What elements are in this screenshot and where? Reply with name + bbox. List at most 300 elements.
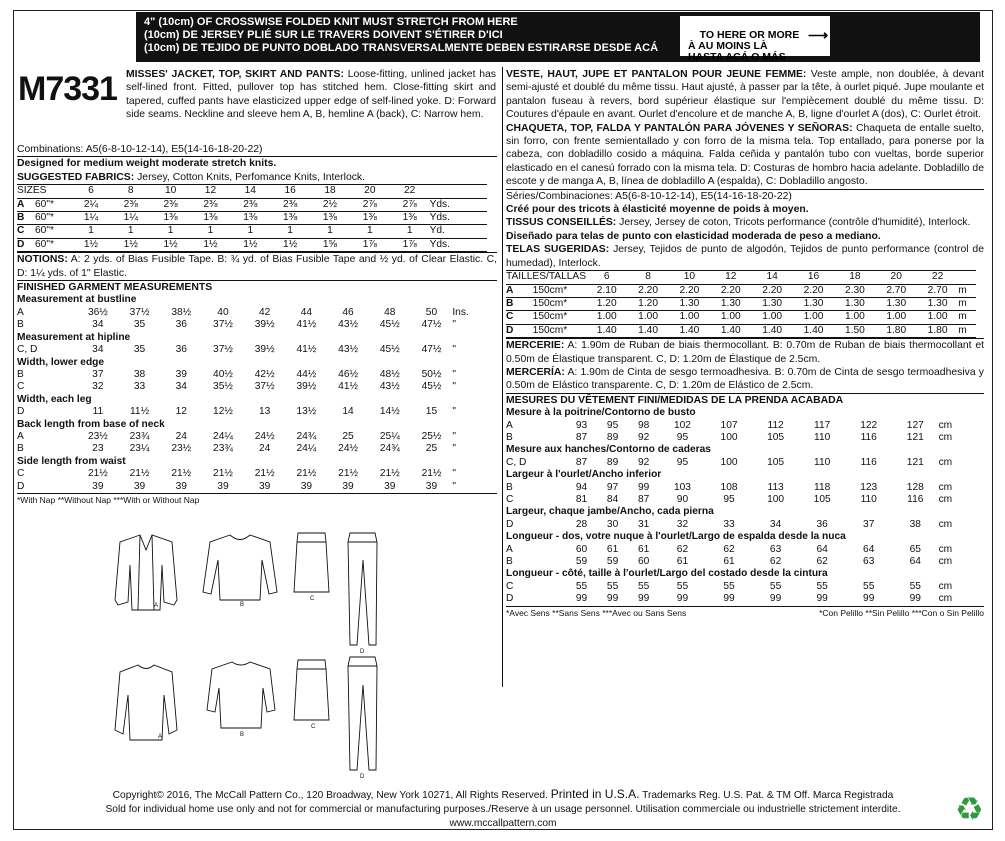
trademarks: Trademarks Reg. U.S. Pat. & TM Off. Marca Registrada [642,790,894,801]
table-cell: cm [938,431,953,443]
table-cell: " [452,406,456,418]
table-cell: Longueur - dos, votre nuque à l'ourlet/Largo de espalda desde la nuca [506,531,846,543]
table-cell: m [958,311,967,323]
table-cell: 99 [676,593,689,605]
table-cell: 150cm* [532,297,568,309]
table-cell: m [958,284,967,296]
table-cell: 6 [88,185,94,197]
notions-label: NOTIONS: [17,254,68,266]
table-cell: 14 [766,271,778,283]
garment-line-drawings [20,530,460,780]
table-cell: Yds. [429,238,450,250]
stretch-gauge-banner [136,12,980,62]
table-row [17,319,487,331]
table-cell: 95 [676,456,689,468]
table-cell: 110 [814,431,831,443]
french-desc-text: Veste ample, non doublée, à devant semi-ajusté et doublé du même tissu. Haut ajusté, à passer par la tête, à ourlet piqué. Jupe moulante et pantalon fuseau à revers, bord supérieur élastique sur l'empiècement doublé du même tissu. D: Coutures d'épaule en avant. Ourlet d'encolure et de manche A, B, ligne d'ourlet A (dos), C: Ourlet étroit. [506,69,984,121]
table-row [506,482,976,494]
english-yardage-table [17,184,487,252]
section-heading-row [506,506,976,518]
table-row [17,468,487,480]
table-cell: 118 [814,481,831,493]
table-row [506,284,976,297]
table-row [17,443,487,455]
table-cell: 127 [906,419,924,431]
table-cell: 87 [575,431,588,443]
table-cell: 65 [909,543,921,555]
table-cell: Width, lower edge [17,356,105,368]
fr-fabrics-text: Jersey, Jersey de coton, Tricots performance (contrôle d'humidité), Interlock. [619,217,971,229]
table-cell: 1.00 [679,311,700,323]
table-cell: 1.00 [762,311,783,323]
table-cell: cm [938,456,953,468]
drawing-label: A [154,603,159,609]
table-cell: 105 [767,431,785,443]
table-cell: 1⅜ [203,212,218,224]
section-heading-row [506,444,976,456]
table-row [506,311,976,324]
table-cell: 55 [769,580,782,592]
table-cell: 24 [258,443,271,455]
table-row [17,307,487,319]
table-cell: 105 [767,456,785,468]
table-cell: " [452,381,456,393]
suggested-fabrics [17,171,497,184]
es-fabrics [506,243,984,270]
table-cell: 8 [645,271,651,283]
table-cell: 36 [175,319,187,331]
table-cell: 11 [92,406,104,418]
table-cell: 99 [863,593,875,605]
table-cell: 116 [907,494,924,505]
table-cell: 1.00 [886,311,907,323]
jacket-back-drawing [115,665,177,740]
table-row [17,344,487,356]
table-cell: 25¼ [379,430,400,442]
table-cell: 44½ [296,368,317,380]
table-cell: 87 [575,456,588,468]
table-cell: 116 [860,456,877,468]
table-cell: 1.40 [638,324,658,336]
nap-footnote: *With Nap **Without Nap ***With or Without Nap [17,493,497,507]
table-cell: 123 [860,481,878,493]
table-cell: 1 [327,225,333,237]
printed-in: Printed in U.S.A. [550,787,640,801]
table-cell: 92 [637,431,650,443]
pattern-number: M7331 [18,70,117,108]
table-cell: 64 [909,556,921,568]
table-cell: 37 [863,518,875,530]
table-cell: 1.20 [596,297,617,309]
table-cell: 1⅜ [163,212,178,224]
pants-back-drawing [348,657,377,770]
table-cell: 100 [720,456,738,468]
table-row [17,369,487,381]
table-cell: 55 [606,580,619,592]
table-cell: " [452,319,456,331]
designed-for: Designed for medium weight moderate stretch knits. [17,156,497,170]
table-cell: C, D [506,456,527,468]
table-cell: 1⅝ [322,238,338,250]
table-cell: m [958,324,967,336]
table-cell: 45½ [379,319,400,331]
table-row [506,593,976,605]
table-cell: 39 [342,480,354,492]
table-cell: 24¼ [213,430,233,442]
drawing-label: C [311,724,316,730]
section-heading-row [17,332,487,344]
combinations: Combinations: A5(6-8-10-12-14), E5(14-16-18-20-22) [17,144,263,155]
drawing-label: B [240,602,245,608]
jacket-drawing [115,535,177,610]
es-designed-for: Diseñado para telas de punto con elasticidad moderada de peso a mediano. [506,230,881,242]
table-cell: 1.50 [844,324,865,336]
table-cell: 14 [244,185,256,197]
table-cell: 2.70 [927,284,948,296]
table-cell: 37½ [129,306,150,318]
table-cell: 39 [300,480,313,492]
french-desc-title: VESTE, HAUT, JUPE ET PANTALON POUR JEUNE FEMME: [506,69,807,80]
table-cell: Mesure aux hanches/Contorno de caderas [506,444,711,456]
table-cell: 99 [723,593,735,605]
table-cell: 98 [637,419,650,431]
table-cell: 1⅜ [322,212,338,224]
table-cell: 39 [175,480,187,492]
table-row [17,406,487,418]
mercerie-text: A: 1.90m de Ruban de biais thermocollant. B: 0.70m de Ruban de biais thermocollant et 0.50m de Élastique transparent. C, D: 1.20m de Élastique de 2.5cm. [506,340,984,365]
table-cell: B [17,212,25,224]
table-cell: A [17,430,24,442]
table-cell: 24¾ [379,443,400,455]
top-drawing [203,535,277,600]
table-cell: 21½ [171,468,192,480]
table-cell: 62 [769,556,782,568]
table-row [506,420,976,432]
table-cell: 1 [88,225,94,237]
section-heading-row [506,469,976,481]
table-cell: 22 [404,185,416,197]
pants-drawing [348,533,377,645]
table-cell: 40½ [213,368,233,380]
table-cell: B [506,297,514,309]
table-cell: 89 [606,431,619,443]
table-cell: 8 [127,185,134,197]
series: Séries/Combinaciones: A5(6-8-10-12-14), E5(14-16-18-20-22) [506,189,984,203]
table-cell: 37½ [213,319,233,331]
table-row [506,494,976,506]
table-cell: 39½ [254,319,275,331]
table-cell: 14 [342,406,354,418]
table-row [506,432,976,444]
table-cell: " [452,344,456,356]
table-cell: 1.40 [762,324,783,336]
fr-fabrics-label: TISSUS CONSEILLÉS: [506,217,617,229]
section-heading-row [17,357,487,369]
table-row [17,198,487,211]
metric-measurements-title: MESURES DU VÊTEMENT FINI/MEDIDAS DE LA PRENDA ACABADA [506,393,984,407]
french-description [506,68,984,122]
spanish-description [506,122,984,189]
recycle-icon: ♻ [955,791,984,827]
table-cell: C [506,311,514,323]
table-cell: 1¼ [123,212,138,224]
table-cell: 28 [575,518,588,530]
table-cell: 21½ [213,468,233,480]
table-cell: A [506,419,513,431]
table-row [506,519,976,531]
table-cell: 47½ [421,319,442,331]
table-cell: 23¾ [213,443,233,455]
table-cell: 1½ [283,238,298,250]
table-cell: 34 [92,344,104,356]
fr-fabrics [506,216,984,229]
table-cell: 13 [258,406,271,418]
drawing-label: A [158,734,163,740]
table-cell: 1.00 [638,311,658,323]
table-cell: C [506,580,514,592]
table-cell: A [17,306,24,318]
table-cell: 108 [720,481,738,493]
table-cell: 150cm* [532,311,568,323]
table-cell: 99 [637,593,650,605]
table-cell: cm [938,543,953,555]
table-cell: 1 [406,225,413,237]
table-cell: 1½ [163,238,178,250]
table-cell: " [452,480,456,492]
metric-footnote [506,606,984,620]
table-cell: 33 [723,518,735,530]
table-cell: D [17,480,25,492]
table-cell: 1.00 [803,311,824,323]
table-cell: 1.00 [596,311,617,323]
table-cell: 1.00 [927,311,948,323]
table-cell: 6 [603,271,610,283]
table-row [506,324,976,337]
table-cell: 24 [175,430,187,442]
table-header-row [17,185,487,198]
table-cell: 55 [816,580,828,592]
footer [13,787,993,827]
table-cell: 1.30 [844,297,865,309]
table-cell: 99 [575,593,588,605]
table-cell: Measurement at hipline [17,331,131,343]
table-cell: " [452,430,456,442]
table-cell: 1⅞ [362,238,377,250]
table-row [506,544,976,556]
table-cell: A [506,284,514,296]
table-cell: 62 [816,556,828,568]
table-cell: 24½ [254,430,275,442]
table-cell: 46½ [338,368,358,380]
skirt-back-drawing [294,660,329,720]
english-specs [17,143,497,507]
section-heading-row [506,407,976,419]
table-cell: 59 [606,556,619,568]
table-cell: 31 [637,518,650,530]
table-cell: 39 [92,480,104,492]
skirt-drawing [294,533,329,592]
table-cell: 1.80 [927,324,948,336]
table-cell: 1⅜ [362,212,377,224]
table-cell: 150cm* [532,284,568,296]
table-cell: 121 [906,431,924,443]
table-cell: 60"* [35,238,54,250]
table-cell: Longueur - côté, taille à l'ourlet/Largo del costado desde la cintura [506,568,828,580]
table-cell: 50 [425,306,438,318]
arrow-right-icon: ⟶ [808,27,829,43]
table-cell: 61 [606,543,619,555]
table-cell: 103 [673,481,691,493]
table-cell: 47½ [421,344,442,356]
table-cell: 37 [92,368,104,380]
french-spanish-specs [506,68,984,620]
table-cell: 43½ [338,319,358,331]
table-cell: 21½ [87,468,108,480]
table-cell: 12 [204,185,217,197]
table-cell: D [17,238,25,250]
table-cell: cm [938,593,953,605]
footnote-es: *Con Pelillo **Sin Pelillo ***Con o Sin Pelillo [819,607,984,618]
metric-yardage-table [506,270,976,338]
table-row [17,381,487,393]
section-heading-row [17,294,487,306]
table-cell: 84 [606,494,619,505]
table-cell: 63 [863,556,875,568]
table-cell: 39 [175,368,187,380]
table-cell: 36 [816,518,828,530]
table-cell: 23½ [87,430,108,442]
table-cell: 2⅜ [283,198,298,210]
table-cell: 20 [364,185,376,197]
table-cell: D [506,324,514,336]
table-cell: 42 [258,306,271,318]
table-cell: 42½ [254,368,275,380]
table-cell: C, D [17,344,38,356]
table-cell: 13½ [296,406,317,418]
table-cell: 55 [676,580,689,592]
table-cell: 64 [863,543,875,555]
table-cell: 100 [720,431,738,443]
table-cell: 2.10 [596,284,617,296]
table-cell: 90 [676,494,689,505]
table-cell: 55 [909,580,921,592]
table-cell: 117 [814,419,831,431]
table-cell: 22 [931,271,944,283]
table-cell: 16 [284,185,296,197]
table-cell: Back length from base of neck [17,418,165,430]
merceria [506,366,984,393]
metric-measurements-table [506,407,976,606]
top-back-drawing [207,662,275,728]
table-cell: 46 [342,306,354,318]
table-cell: 97 [606,481,619,493]
notions-text: A: 2 yds. of Bias Fusible Tape. B: ¾ yd. of Bias Fusible Tape and ½ yd. of Clear Elastic. C, D: 1¼ yds. of 1" Elastic. [17,254,497,279]
copyright-line [13,787,993,803]
table-row [17,238,487,251]
table-cell: 1.30 [927,297,948,309]
table-cell: 38 [133,368,146,380]
table-cell: 30 [606,518,619,530]
table-row [17,225,487,238]
table-cell: 41½ [338,381,358,393]
table-cell: 1 [127,225,134,237]
table-cell: 2⅜ [243,198,258,210]
table-cell: 55 [637,580,650,592]
table-cell: 99 [637,481,650,493]
table-cell: 60"* [35,225,54,237]
table-cell: 34 [175,381,187,393]
table-cell: 10 [683,271,696,283]
table-cell: Yd. [429,225,445,237]
table-cell: 99 [606,593,619,605]
table-cell: 1 [207,225,214,237]
table-cell: 45½ [421,381,442,393]
table-cell: " [452,468,456,480]
table-cell: 24¼ [296,443,317,455]
table-cell [430,185,487,198]
table-cell: 39 [217,480,229,492]
table-cell: 1⅜ [283,212,298,224]
table-cell: " [452,443,456,455]
table-cell: 15 [425,406,438,418]
fabrics-label: SUGGESTED FABRICS: [17,171,135,183]
table-cell: 32 [92,381,104,393]
table-cell: 39½ [296,381,317,393]
table-cell: D [506,593,514,605]
table-cell: 39 [258,480,271,492]
table-cell: 60"* [35,198,54,210]
table-cell: Mesure à la poitrine/Contorno de busto [506,407,696,419]
table-cell: 44 [300,306,313,318]
table-cell: B [17,368,24,380]
table-cell: 1½ [123,238,138,250]
table-cell: B [17,443,24,455]
table-cell: 2⅜ [163,198,178,210]
notions [17,252,497,280]
table-cell: 35½ [213,381,233,393]
table-cell: 1.30 [886,297,907,309]
column-divider [502,67,503,687]
table-cell: 2.20 [720,284,741,296]
es-fabrics-text: Jersey, Tejidos de punto de algodón, Tejidos de punto performance (control de humedad), Interlock. [506,244,984,269]
table-cell: 1.40 [803,324,824,336]
table-cell: 34 [92,319,104,331]
table-cell: 2.20 [679,284,700,296]
table-cell: 37½ [213,344,233,356]
table-cell: 59 [575,556,588,568]
table-cell: C [506,494,514,505]
table-cell: m [958,297,967,309]
table-cell: 2.20 [762,284,783,296]
table-cell: 1 [167,225,174,237]
table-cell: 1.30 [803,297,824,309]
table-cell: A [17,198,25,210]
table-cell: 61 [723,556,735,568]
table-cell: 122 [860,419,878,431]
table-cell: 95 [606,419,619,431]
stretch-gauge-box-text: TO HERE OR MORE À AU MOINS LÀ HASTA ACÁ O MÁS [688,29,800,63]
table-cell: 2¼ [83,198,98,210]
drawing-label: D [360,774,365,780]
table-cell: 40 [217,306,229,318]
table-row [17,431,487,443]
table-cell: 2.30 [844,284,865,296]
table-cell: 1⅜ [402,212,417,224]
table-cell: 23¼ [129,443,150,455]
table-cell: 12½ [213,406,233,418]
table-cell: 1.40 [679,324,700,336]
table-cell: 2.70 [886,284,907,296]
